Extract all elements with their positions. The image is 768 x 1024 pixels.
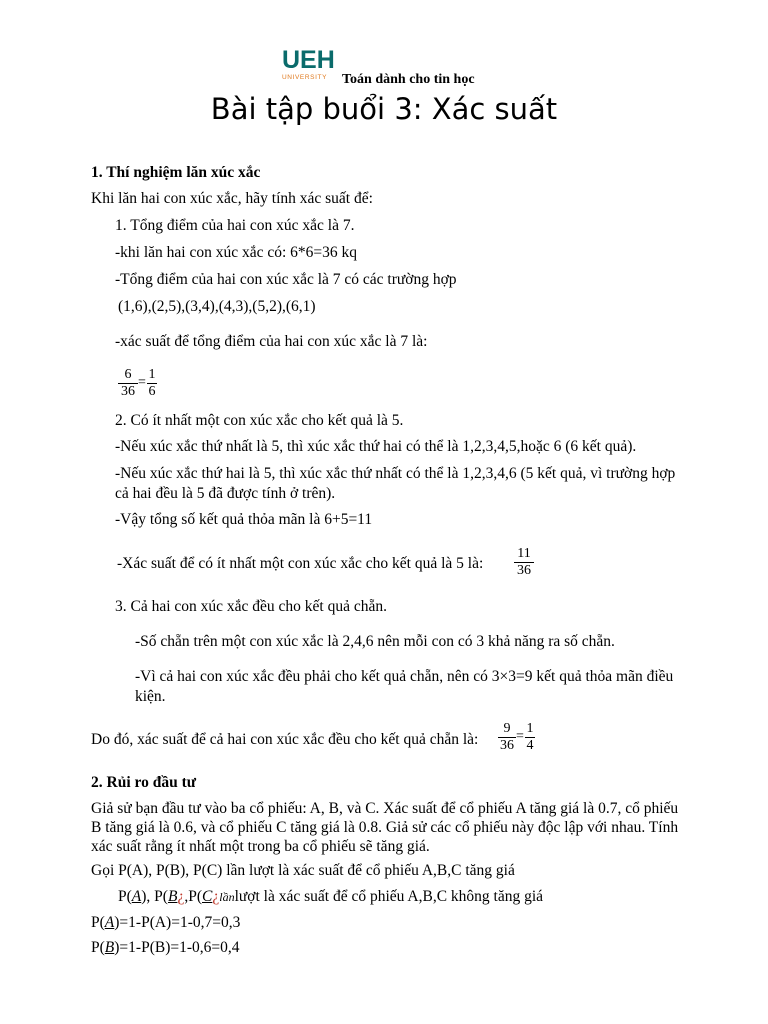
q1-frac-den1: 36 [118, 383, 138, 400]
section2-paragraph: Giả sử bạn đầu tư vào ba cổ phiếu: A, B, và C. Xác suất để cổ phiếu A tăng giá là 0.7, cổ phiếu B tăng giá là 0.6, và cổ phiếu C tăng giá là 0.8. Giả sử các cổ phiếu này độc lập với nhau. Tính xác suất rằng ít nhất một trong ba cổ phiếu sẽ tăng giá. [91, 800, 679, 855]
l4-b: B [104, 939, 115, 956]
q2-text: 2. Có ít nhất một con xúc xắc cho kết quả là 5. [115, 412, 404, 429]
q3-frac-eq: = [516, 729, 524, 744]
q2-frac-num: 11 [517, 546, 531, 561]
q2-line4: -Xác suất để có ít nhất một con xúc xắc cho kết quả là 5 là: [117, 555, 484, 572]
q1-text: 1. Tổng điểm của hai con xúc xắc là 7. [115, 217, 355, 234]
q3-fraction-left [498, 721, 516, 754]
section2-line2 [118, 888, 543, 906]
ueh-logo [282, 48, 338, 84]
q2-frac-den: 36 [514, 562, 534, 579]
q2-line2: -Nếu xúc xắc thứ hai là 5, thì xúc xắc thứ nhất có thể là 1,2,3,4,6 (5 kết quả, vì trường hợp cả hai đều là 5 đã được tính ở trên). [115, 465, 676, 502]
q3-line1: -Số chẵn trên một con xúc xắc là 2,4,6 nên mỗi con có 3 khả năng ra số chẵn. [135, 633, 615, 650]
section1-intro: Khi lăn hai con xúc xắc, hãy tính xác suất để: [91, 190, 373, 207]
q1-line1: -khi lăn hai con xúc xắc có: 6*6=36 kq [115, 244, 358, 261]
logo-sub-text: UNIVERSITY [282, 74, 328, 81]
l4-part1: P( [91, 939, 105, 956]
l2-q2: ¿ [212, 888, 220, 905]
q1-frac-num1: 6 [124, 367, 132, 382]
q1-line2: -Tổng điểm của hai con xúc xắc là 7 có các trường hợp [115, 271, 457, 288]
l2-b: B [167, 888, 178, 905]
q1-frac-num2: 1 [148, 367, 156, 382]
page-title: Bài tập buổi 3: Xác suất [210, 92, 558, 126]
l2-c: C [202, 888, 213, 905]
section2-line3 [91, 914, 240, 932]
subject-name: Toán dành cho tin học [342, 72, 475, 87]
l2-part2: ), P( [141, 888, 168, 905]
q1-line4: -xác suất để tổng điểm của hai con xúc xắc là 7 là: [115, 333, 428, 350]
q3-fraction-right [525, 721, 535, 754]
l2-q1: ¿ [177, 888, 185, 905]
q2-line1: -Nếu xúc xắc thứ nhất là 5, thì xúc xắc thứ hai có thể là 1,2,3,4,5,hoặc 6 (6 kết quả). [115, 438, 637, 455]
l2-part1: P( [118, 888, 132, 905]
q3-frac-num2: 1 [526, 721, 534, 736]
logo-main-text: UEH [282, 46, 335, 74]
q1-fraction-right [147, 367, 157, 400]
section2-line1: Gọi P(A), P(B), P(C) lần lượt là xác suất để cổ phiếu A,B,C tăng giá [91, 862, 515, 879]
l2-lan: lần [219, 890, 235, 904]
q1-fraction-left [118, 367, 138, 400]
q2-line3: -Vậy tổng số kết quả thỏa mãn là 6+5=11 [115, 511, 373, 528]
q2-fraction [514, 546, 534, 579]
l2-a: A [131, 888, 142, 905]
l4-rest: )=1-P(B)=1-0,6=0,4 [114, 939, 240, 956]
q3-frac-den1: 36 [500, 738, 514, 753]
section1-heading: 1. Thí nghiệm lăn xúc xắc [91, 164, 261, 181]
q1-frac-eq: = [138, 375, 146, 390]
l2-rest: lượt là xác suất để cổ phiếu A,B,C không tăng giá [234, 888, 544, 905]
l2-part3: ,P( [184, 888, 202, 905]
q3-frac-num1: 9 [503, 721, 511, 736]
section2-line4 [91, 939, 240, 957]
q1-line3: (1,6),(2,5),(3,4),(4,3),(5,2),(6,1) [118, 298, 316, 315]
q3-line2: -Vì cả hai con xúc xắc đều phải cho kết quả chẵn, nên có 3×3=9 kết quả thỏa mãn điều kiện. [135, 668, 674, 705]
q3-text: 3. Cả hai con xúc xắc đều cho kết quả chẵn. [115, 598, 388, 615]
l3-rest: )=1-P(A)=1-0,7=0,3 [114, 914, 241, 931]
q3-line3: Do đó, xác suất để cả hai con xúc xắc đều cho kết quả chẵn là: [91, 731, 479, 748]
l3-a: A [104, 914, 115, 931]
q3-frac-den2: 4 [526, 738, 534, 753]
l3-part1: P( [91, 914, 105, 931]
section2-heading: 2. Rủi ro đầu tư [91, 774, 197, 791]
q1-frac-den2: 6 [148, 384, 156, 399]
